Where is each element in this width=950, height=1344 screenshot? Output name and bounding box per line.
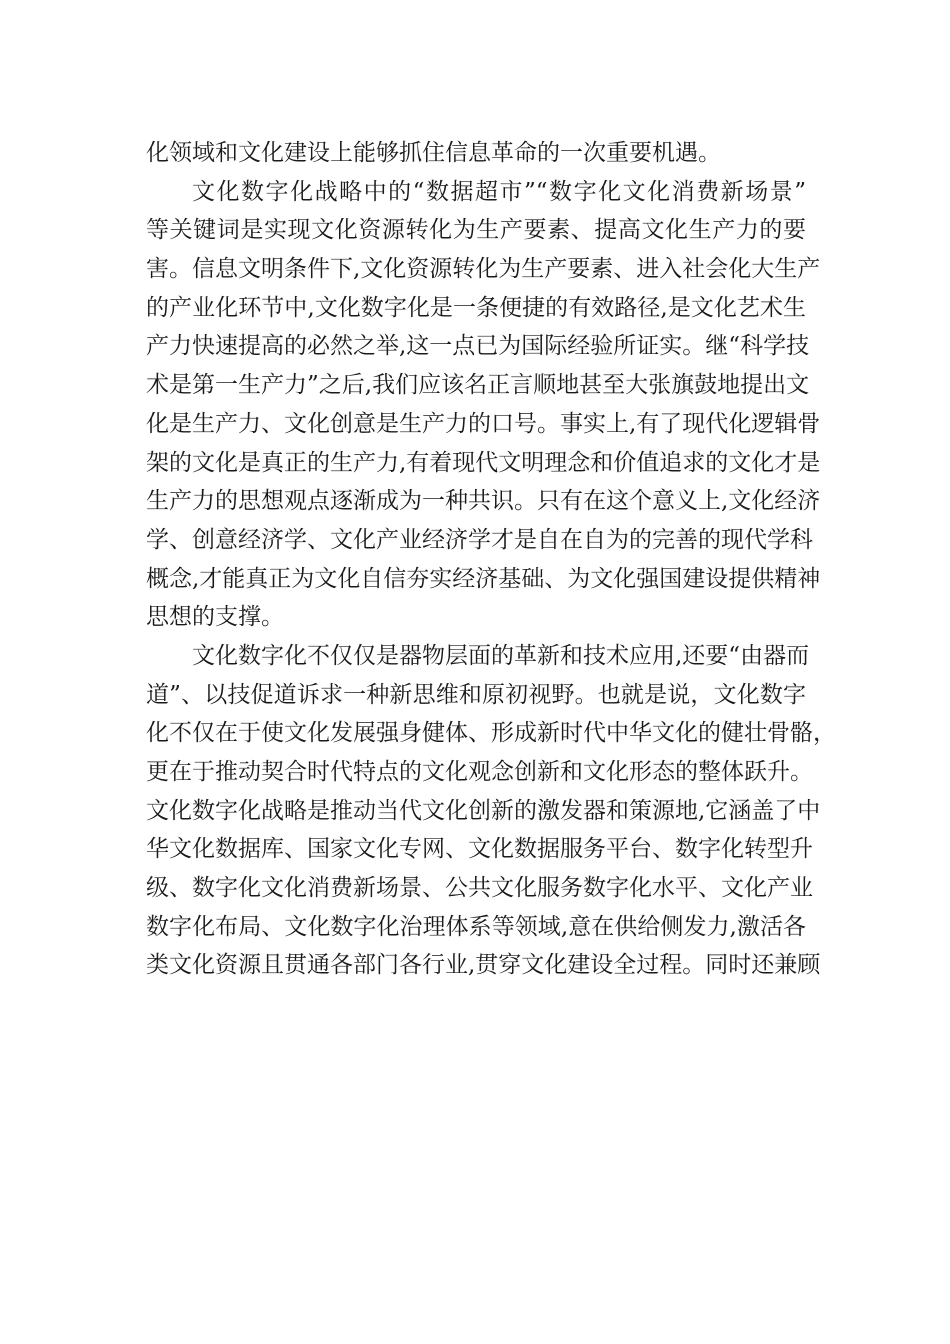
text-line: 等关键词是实现文化资源转化为生产要素、提高文化生产力的要 [146,217,806,244]
text-line: 的产业化环节中,文化数字化是一条便捷的有效路径,是文化艺术生 [146,294,806,321]
text-line: 术是第一生产力”之后,我们应该名正言顺地甚至大张旗鼓地提出文 [146,372,810,399]
text-line: 更在于推动契合时代特点的文化观念创新和文化形态的整体跃升。 [146,759,813,785]
body-text [146,134,836,985]
text-line: 道”、以技促道诉求一种新思维和原初视野。也就是说，文化数字 [146,681,806,708]
text-line: 思想的支撑。 [146,604,284,631]
text-line: 化领域和文化建设上能够抓住信息革命的一次重要机遇。 [146,140,721,166]
text-line: 化是生产力、文化创意是生产力的口号。事实上,有了现代化逻辑骨 [146,410,821,437]
text-line: 数字化布局、文化数字化治理体系等领域,意在供给侧发力,激活各 [146,913,806,940]
text-line: 文化数字化战略中的“数据超市”“数字化文化消费新场景” [192,178,806,205]
text-line: 化不仅在于使文化发展强身健体、形成新时代中华文化的健壮骨骼， [146,720,836,747]
text-line: 华文化数据库、国家文化专网、文化数据服务平台、数字化转型升 [146,836,813,863]
text-line: 害。信息文明条件下,文化资源转化为生产要素、进入社会化大生产 [146,256,821,283]
text-line: 文化数字化战略是推动当代文化创新的激发器和策源地,它涵盖了中 [146,797,821,824]
text-line: 概念,才能真正为文化自信夯实经济基础、为文化强国建设提供精神 [146,565,821,592]
text-line: 学、创意经济学、文化产业经济学才是自在自为的完善的现代学科 [146,526,813,553]
text-line: 类文化资源且贯通各部门各行业,贯穿文化建设全过程。同时还兼顾 [146,952,821,979]
text-line: 生产力的思想观点逐渐成为一种共识。只有在这个意义上,文化经济 [146,488,821,515]
text-line: 架的文化是真正的生产力,有着现代文明理念和价值追求的文化才是 [146,449,821,476]
text-line: 文化数字化不仅仅是器物层面的革新和技术应用,还要“由器而 [192,642,810,669]
text-line: 级、数字化文化消费新场景、公共文化服务数字化水平、文化产业 [146,875,813,902]
text-line: 产力快速提高的必然之举,这一点已为国际经验所证实。继“科学技 [146,333,810,360]
